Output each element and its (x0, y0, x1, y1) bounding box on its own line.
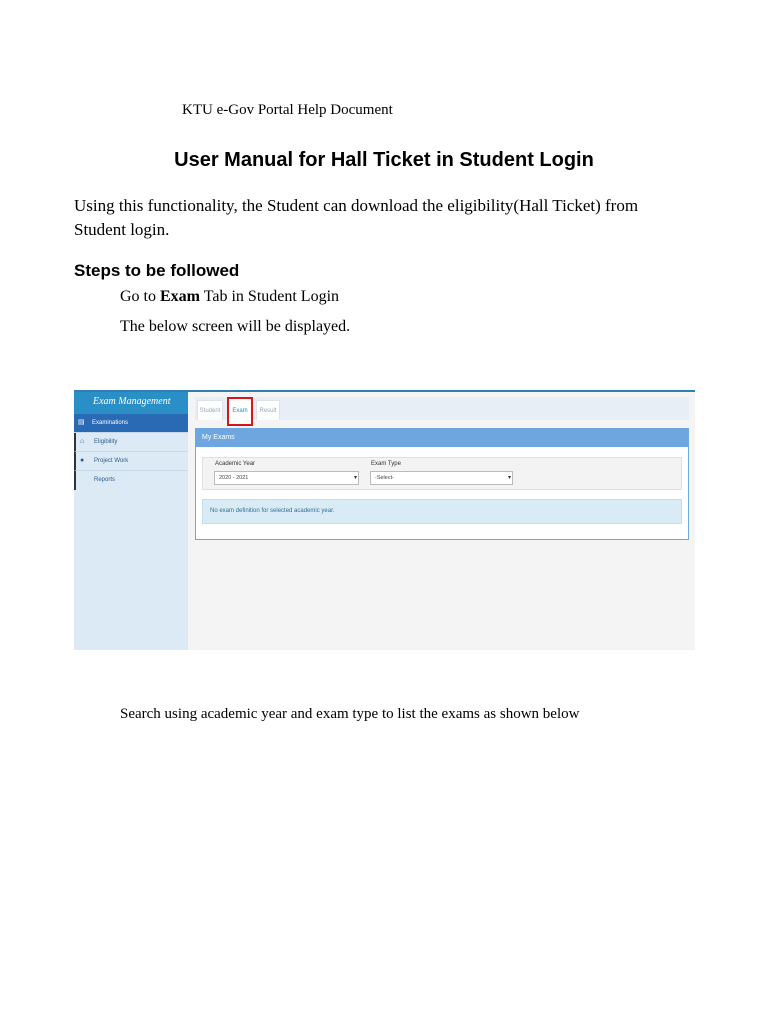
home-icon: ⌂ (80, 438, 85, 445)
caret-icon: ▾ (507, 475, 511, 481)
sidebar-brand: Exam Management (74, 392, 188, 414)
sidebar-item-examinations[interactable] (74, 414, 188, 433)
step-go-to-exam (120, 288, 339, 306)
tab-bar (195, 397, 689, 420)
exam-type-value: -Select- (375, 475, 394, 481)
my-exams-panel (195, 428, 689, 540)
exam-screenshot (74, 390, 695, 650)
sidebar-item-reports[interactable] (74, 471, 188, 490)
academic-year-select[interactable] (214, 471, 359, 485)
step-screen-displayed: The below screen will be displayed. (120, 318, 351, 335)
intro-paragraph: Using this functionality, the Student can download the eligibility(Hall Ticket) from Student login. (74, 196, 639, 239)
step1-suffix: Tab in Student Login (200, 288, 340, 305)
sidebar (74, 392, 188, 650)
user-icon: ● (80, 457, 85, 464)
sidebar-item-label: Eligibility (94, 439, 118, 445)
tab-result[interactable]: Result (256, 400, 280, 420)
document-title: User Manual for Hall Ticket in Student Login (174, 149, 594, 171)
caret-icon: ▾ (353, 475, 357, 481)
info-notice: No exam definition for selected academic year. (202, 499, 682, 524)
sidebar-item-project-work[interactable] (74, 452, 188, 471)
running-header: KTU e-Gov Portal Help Document (182, 102, 393, 118)
table-icon: ▤ (78, 419, 85, 426)
tab-exam[interactable]: Exam (227, 397, 253, 426)
step-search: Search using academic year and exam type to list the exams as shown below (120, 706, 580, 722)
panel-title: My Exams (196, 429, 688, 447)
sidebar-item-eligibility[interactable] (74, 433, 188, 452)
academic-year-value: 2020 - 2021 (219, 475, 249, 481)
exam-type-label: Exam Type (371, 461, 401, 467)
sidebar-item-label: Project Work (94, 458, 129, 464)
filter-bar (202, 457, 682, 490)
step1-prefix: Go to (120, 288, 160, 305)
sidebar-item-label: Reports (94, 477, 116, 483)
academic-year-label: Academic Year (215, 461, 256, 467)
sidebar-item-label: Examinations (92, 420, 129, 426)
steps-heading: Steps to be followed (74, 261, 240, 280)
exam-type-select[interactable] (370, 471, 513, 485)
step1-bold: Exam (160, 288, 200, 305)
tab-student[interactable]: Student (197, 400, 223, 420)
